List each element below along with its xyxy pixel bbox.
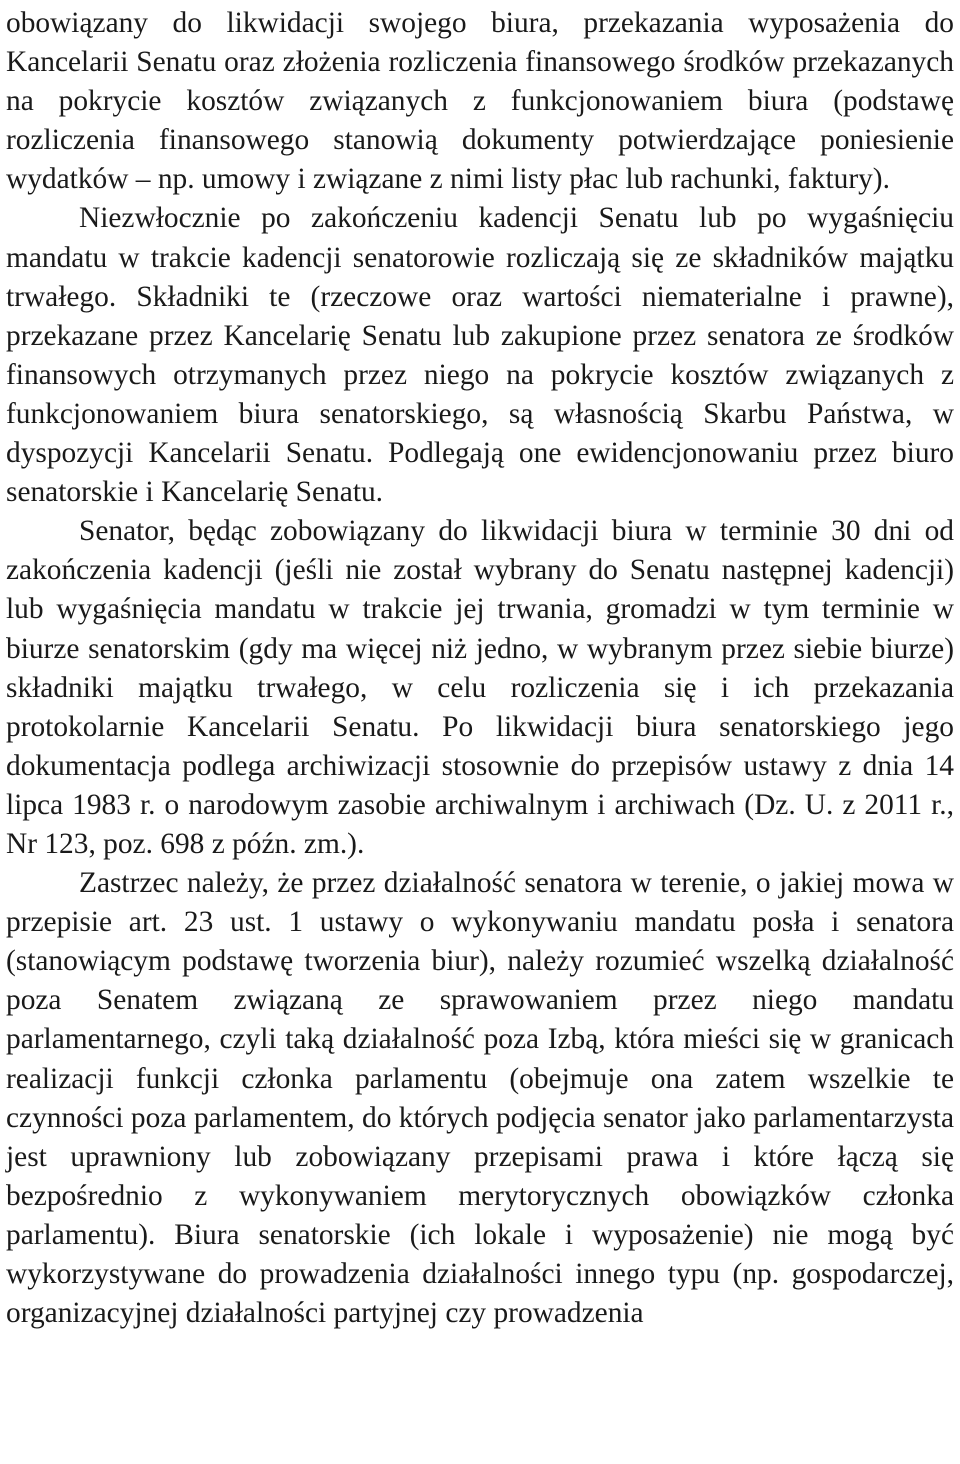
paragraph-fixed-assets: Niezwłocznie po zakończeniu kadencji Senatu lub po wygaśnięciu mandatu w trakcie kadencji senatorowie rozliczają się ze składników majątku trwałego. Składniki te (rzeczowe oraz wartości niematerialne i prawne), przekazane przez Kancelarię Senatu lub zakupione przez senatora ze środków finansowych otrzymanych przez niego na pokrycie kosztów związanych z funkcjonowaniem biura senatorskiego, są własnością Skarbu Państwa, w dyspozycji Kancelarii Senatu. Podlegają one ewidencjonowaniu przez biuro senatorskie i Kancelarię Senatu. <box>6 202 954 509</box>
paragraph-office-liquidation: obowiązany do likwidacji swojego biura, przekazania wyposażenia do Kancelarii Senatu oraz złożenia rozliczenia finansowego środków przekazanych na pokrycie kosztów związanych z funkcjonowaniem biura (podstawę rozliczenia finansowego stanowią dokumenty potwierdzające poniesienie wydatków – np. umowy i związane z nimi listy płac lub rachunki, faktury). <box>6 7 954 196</box>
paragraph-field-activity: Zastrzec należy, że przez działalność senatora w terenie, o jakiej mowa w przepisie art. 23 ust. 1 ustawy o wykonywaniu mandatu posła i senatora (stanowiącym podstawę tworzenia biur), należy rozumieć wszelką działalność poza Senatem związaną ze sprawowaniem przez niego mandatu parlamentarnego, czyli taką działalność poza Izbą, która mieści się w granicach realizacji funkcji członka parlamentu (obejmuje ona zatem wszelkie te czynności poza parlamentem, do których podjęcia senator jako parlamentarzysta jest uprawniony lub zobowiązany przepisami prawa i które łączą się bezpośrednio z wykonywaniem merytorycznych obowiązków członka parlamentu). Biura senatorskie (ich lokale i wyposażenie) nie mogą być wykorzystywane do prowadzenia działalności innego typu (np. gospodarczej, organizacyjnej działalności partyjnej czy prowadzenia <box>6 867 954 1330</box>
paragraph-liquidation-deadline: Senator, będąc zobowiązany do likwidacji biura w terminie 30 dni od zakończenia kadencji (jeśli nie został wybrany do Senatu następnej kadencji) lub wygaśnięcia mandatu w trakcie jej trwania, gromadzi w tym terminie w biurze senatorskim (gdy ma więcej niż jedno, w wybranym przez siebie biurze) składniki majątku trwałego, w celu rozliczenia się i ich przekazania protokolarnie Kancelarii Senatu. Po likwidacji biura senatorskiego jego dokumentacja podlega archiwizacji stosownie do przepisów ustawy z dnia 14 lipca 1983 r. o narodowym zasobie archiwalnym i archiwach (Dz. U. z 2011 r., Nr 123, poz. 698 z późn. zm.). <box>6 515 954 860</box>
